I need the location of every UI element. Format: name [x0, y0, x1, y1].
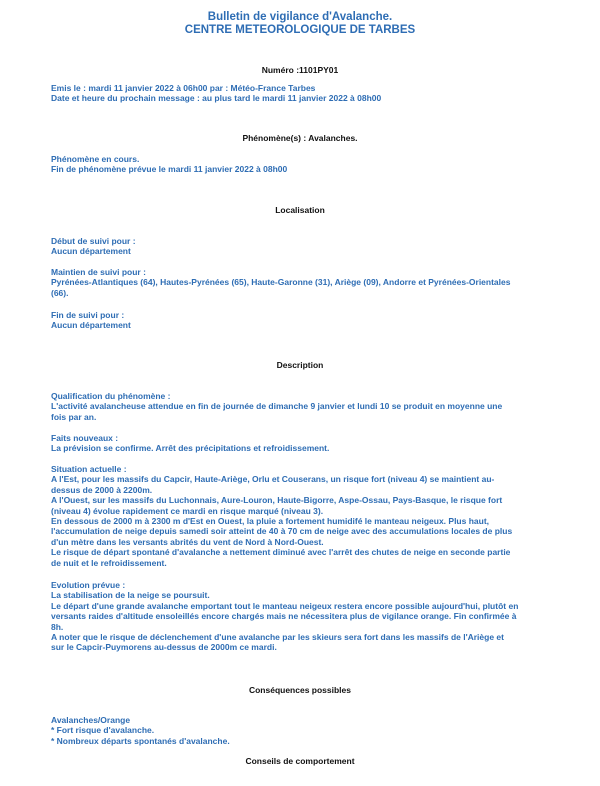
faits-label: Faits nouveaux :: [51, 433, 119, 443]
qualification-label: Qualification du phénomène :: [51, 391, 171, 401]
evolution-label: Evolution prévue :: [51, 580, 126, 590]
situation-line: dessus de 2000 à 2200m.: [51, 484, 153, 495]
situation-line: Le risque de départ spontané d'avalanche a nettement diminué avec l'arrêt des chutes de neige en seconde partie: [51, 547, 511, 558]
maintien-suivi: [51, 267, 551, 298]
consequences-list: [51, 715, 551, 746]
situation-line: de nuit et le refroidissement.: [51, 557, 167, 568]
fin-label: Fin de suivi pour :: [51, 310, 125, 320]
vigilance-level: Avalanches/Orange: [51, 715, 131, 725]
evolution-prevue: [51, 580, 551, 653]
consequence-item: * Fort risque d'avalanche.: [51, 725, 155, 736]
emission-line: Emis le : mardi 11 janvier 2022 à 06h00 par : Météo-France Tarbes: [51, 83, 316, 93]
situation-line: d'un mètre dans les versants abrités du vent de Nord à Nord-Ouest.: [51, 536, 324, 547]
next-message-line: Date et heure du prochain message : au plus tard le mardi 11 janvier 2022 à 08h00: [51, 93, 382, 104]
bulletin-number: Numéro :1101PY01: [261, 65, 339, 75]
evolution-line: versants raides d'altitude ensoleillés encore chargés mais ne nécessitera plus de vigilance orange. Fin confirmée à: [51, 611, 517, 622]
bulletin-title: Bulletin de vigilance d'Avalanche.: [207, 11, 393, 23]
conseils-heading: Conseils de comportement: [245, 756, 355, 766]
situation-line: En dessous de 2000 m à 2300 m d'Est en Ouest, la pluie a fortement humidifé le manteau neigeux. Plus haut,: [51, 516, 490, 527]
situation-line: l'accumulation de neige depuis samedi soir atteint de 40 à 70 cm de neige avec des accumulations locales de plus: [51, 526, 513, 537]
description-heading: Description: [276, 360, 324, 370]
qualification: [51, 391, 551, 422]
maintien-label: Maintien de suivi pour :: [51, 267, 146, 277]
evolution-line: sur le Capcir-Puymorens au-dessus de 2000m ce mardi.: [51, 642, 277, 653]
debut-label: Début de suivi pour :: [51, 236, 136, 246]
evolution-line: 8h.: [51, 621, 64, 632]
consequence-item: * Nombreux départs spontanés d'avalanche.: [51, 735, 230, 746]
fin-suivi: [51, 310, 551, 331]
phenomene-end: Fin de phénomène prévue le mardi 11 janvier 2022 à 08h00: [51, 164, 288, 175]
fin-value: Aucun département: [51, 320, 131, 331]
phenomene-status: Phénomène en cours.: [51, 154, 140, 164]
situation-actuelle: [51, 464, 551, 568]
qualification-text: L'activité avalancheuse attendue en fin de journée de dimanche 9 janvier et lundi 10 se produit en moyenne une: [51, 401, 503, 412]
debut-suivi: [51, 236, 551, 257]
localisation-heading: Localisation: [275, 205, 325, 215]
situation-line: A l'Ouest, sur les massifs du Luchonnais, Aure-Louron, Haute-Bigorre, Aspe-Ossau, Pays-Basque, le risque fort: [51, 495, 503, 506]
consequences-heading: Conséquences possibles: [248, 685, 352, 695]
situation-label: Situation actuelle :: [51, 464, 127, 474]
phenomenes-info: [51, 154, 551, 175]
debut-value: Aucun département: [51, 246, 131, 257]
faits-nouveaux: [51, 433, 551, 454]
faits-text: La prévision se confirme. Arrêt des précipitations et refroidissement.: [51, 443, 330, 454]
situation-line: (niveau 4) évolue rapidement ce mardi en risque marqué (niveau 3).: [51, 505, 324, 516]
situation-line: A l'Est, pour les massifs du Capcir, Haute-Ariège, Orlu et Couserans, un risque fort (niveau 4) se maintient au-: [51, 474, 495, 485]
emission-info: [51, 83, 551, 104]
evolution-line: Le départ d'une grande avalanche emportant tout le manteau neigeux restera encore possible aujourd'hui, plutôt en: [51, 600, 519, 611]
maintien-departments: Pyrénées-Atlantiques (64), Hautes-Pyrénées (65), Haute-Garonne (31), Ariège (09), Andorre et Pyrénées-Orientales: [51, 277, 511, 288]
maintien-departments-cont: (66).: [51, 287, 69, 298]
phenomenes-heading: Phénomène(s) : Avalanches.: [242, 133, 358, 143]
centre-title: CENTRE METEOROLOGIQUE DE TARBES: [184, 24, 416, 36]
qualification-text-cont: fois par an.: [51, 411, 97, 422]
evolution-line: La stabilisation de la neige se poursuit.: [51, 590, 210, 601]
evolution-line: A noter que le risque de déclenchement d'une avalanche par les skieurs sera fort dans les massifs de l'Ariège et: [51, 632, 504, 643]
